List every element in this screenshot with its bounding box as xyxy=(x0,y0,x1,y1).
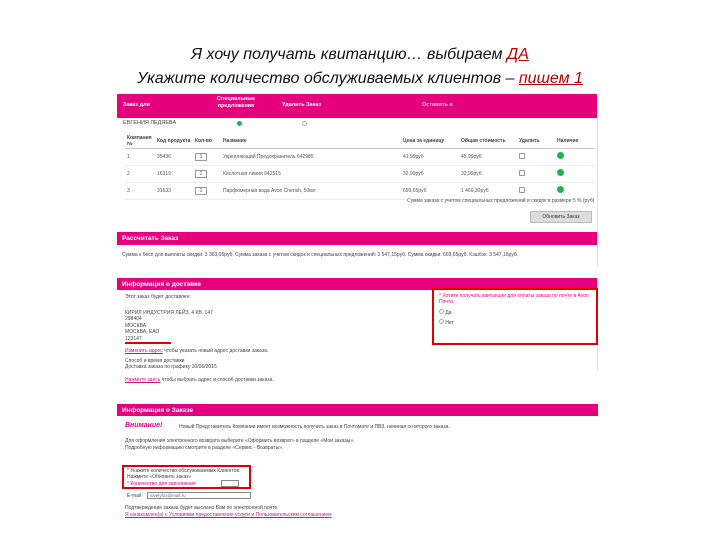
cell-name: Укрепляющий Предохранитель 642985 xyxy=(221,148,401,165)
highlight-yes: ДА xyxy=(506,46,529,63)
address-block xyxy=(125,310,213,342)
col-reserve: Оставить в xyxy=(422,102,453,108)
clients-field-label: * Количество для заполнения xyxy=(127,481,196,487)
address-line: 123147 xyxy=(125,335,142,342)
delivery-header: Информация о доставке xyxy=(117,278,597,290)
calc-panel xyxy=(117,232,598,266)
th-total: Общая стоимость xyxy=(459,134,517,148)
slide-title-line2: Укажите количество обслуживаемых клиентов – пишем 1 xyxy=(137,70,583,87)
email-label: E-mail xyxy=(127,493,142,499)
receipt-yes-label: Да xyxy=(445,310,452,316)
change-address-text: чтобы указать новый адрес доставки заказа. xyxy=(164,348,269,354)
delete-checkbox[interactable] xyxy=(519,170,525,176)
order-info-panel xyxy=(117,404,598,524)
th-stock: Наличие xyxy=(555,134,595,148)
receipt-yes-radio[interactable] xyxy=(439,309,444,314)
attention-label: Внимание! xyxy=(125,422,163,429)
th-delete: Удалить xyxy=(517,134,555,148)
delete-checkbox[interactable] xyxy=(519,153,525,159)
receipt-question: * Хотите получать квитанции для оплаты заказа по почте в Avon Почта xyxy=(439,293,589,306)
in-stock-icon xyxy=(557,186,564,193)
receipt-no-label: Нет xyxy=(445,320,454,326)
email-input[interactable]: lovelyfox@mail.ru xyxy=(147,492,251,499)
cell-n: 2 xyxy=(125,165,155,182)
clients-hint: Нажмите «Обновить заказ» xyxy=(127,474,192,480)
delivered-to-label: Этот заказ будет доставлен: xyxy=(125,294,191,300)
address-line: 298404 xyxy=(125,316,142,323)
change-address-link[interactable]: Изменить адрес xyxy=(125,348,163,354)
th-price: Цена за единицу xyxy=(401,134,459,148)
delivery-method-label: Способ и время доставки xyxy=(125,358,185,364)
col-special: Специальные предложения xyxy=(216,96,256,109)
address-line: МОСКВА, ЕАО xyxy=(125,329,160,336)
choose-delivery-line xyxy=(125,377,274,383)
table-row xyxy=(125,148,595,165)
calc-header: Рассчитать Заказ xyxy=(117,232,597,245)
footer-text: Подтверждение заказа будет выслано Вам по электронной почте. xyxy=(125,505,279,511)
col-delete: Удалить Заказ xyxy=(282,102,322,108)
choose-delivery-text: чтобы выбрать адрес и способ доставки заказа. xyxy=(161,377,274,383)
cell-price: 699,65руб xyxy=(401,182,459,199)
th-company: Компания № xyxy=(125,134,155,148)
th-name: Название xyxy=(221,134,401,148)
clients-label: * Укажите количество обслуживаемых Клиентов. xyxy=(127,468,241,474)
update-order-button[interactable]: Обновить Заказ xyxy=(530,211,592,223)
cell-name: Кислотная линия 042515 xyxy=(221,165,401,182)
cell-code: 35436 xyxy=(155,148,193,165)
notice-text: Новый Представитель Компании имеет возможность получить заказ в Почтомате и ПВЗ, начиная со второго заказа. xyxy=(179,424,450,430)
delivery-panel xyxy=(117,278,598,370)
choose-delivery-link[interactable]: Нажмите здесь xyxy=(125,377,161,383)
th-code: Код продукта xyxy=(155,134,193,148)
cell-code: 16319 xyxy=(155,165,193,182)
col-order-for: Заказ для xyxy=(123,102,150,108)
order-header-bar xyxy=(117,94,597,118)
table-header-row xyxy=(125,134,595,148)
delivery-method-value: Доставка заказа по графику 30/06/2015 xyxy=(125,364,217,371)
cell-n: 3 xyxy=(125,182,155,199)
return-info-a: Для оформления электронного возврата выберите «Оформить возврат» в разделе «Мои заказы». xyxy=(125,438,355,444)
cell-total: 1 469,30руб xyxy=(459,182,517,199)
address-line: МОСКВА xyxy=(125,322,147,329)
calc-summary: Сумма к бесп для выплаты скидки: 3 363,05руб. Сумма заказа с учетом скидок и специальных предложений: 3 547,15руб. Сумма скидки: 669,65руб. Кэшбэк: 3 547,15руб. xyxy=(122,252,519,258)
cell-name: Парфюмерная вода Avon Cherish, 50мл xyxy=(221,182,401,199)
table-row xyxy=(125,182,595,199)
cell-code: 31633 xyxy=(155,182,193,199)
delete-order-radio[interactable] xyxy=(302,121,307,126)
cell-n: 1 xyxy=(125,148,155,165)
receipt-no-radio[interactable] xyxy=(439,319,444,324)
address-line: КИРИЛ ИНДУСТРИЯ ЛЕЙЗ, 4 КВ. 147 xyxy=(125,310,213,316)
in-stock-icon xyxy=(557,169,564,176)
in-stock-icon xyxy=(557,152,564,159)
order-summary: Сумма заказа с учетом специальных предложений и скидок в размере 5 % (руб) xyxy=(407,198,595,204)
cell-total: 32,99руб xyxy=(459,165,517,182)
th-qty: Кол-во xyxy=(193,134,221,148)
qty-input[interactable]: 1 xyxy=(195,187,207,195)
special-offer-status-icon xyxy=(237,121,242,126)
slide-title-line1: Я хочу получать квитанцию… выбираем ДА xyxy=(191,46,529,63)
qty-input[interactable]: 1 xyxy=(195,170,207,178)
delete-checkbox[interactable] xyxy=(519,187,525,193)
terms-link[interactable]: Я ознакомлен(а) с Условиями предоставления услуги и Пользовательским соглашением xyxy=(125,512,332,518)
table-row xyxy=(125,165,595,182)
highlight-one: пишем 1 xyxy=(518,70,583,87)
cell-price: 32,99руб xyxy=(401,165,459,182)
clients-count-input[interactable] xyxy=(221,480,239,487)
return-info-b: Подробную информацию смотрите в разделе «Сервис - Возвраты». xyxy=(125,445,284,451)
order-info-header: Информация о Заказе xyxy=(117,404,598,416)
order-items-table xyxy=(125,134,595,200)
qty-input[interactable]: 1 xyxy=(195,153,207,161)
cell-price: 41,99руб xyxy=(401,148,459,165)
address-highlight-underline xyxy=(125,342,171,344)
cell-total: 45,99руб xyxy=(459,148,517,165)
client-name: ЕВГЕНИЯ ЛЕДЯЕВА xyxy=(123,120,177,126)
